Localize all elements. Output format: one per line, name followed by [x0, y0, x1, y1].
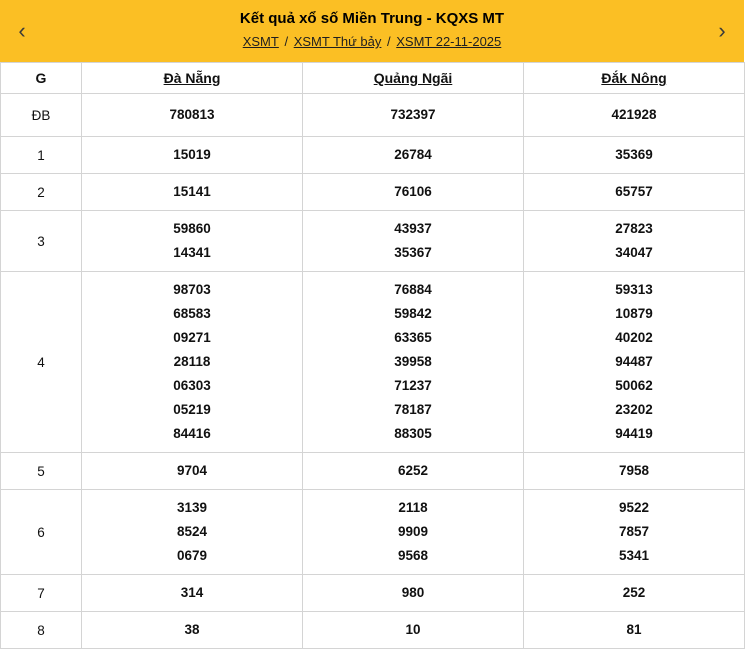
prize-number: 28118 [173, 354, 211, 369]
page-header [0, 0, 744, 62]
prize-numbers-cell [82, 575, 303, 612]
prize-number: 5341 [618, 548, 650, 563]
prize-label: ĐB [1, 94, 82, 137]
prize-number: 7857 [618, 524, 650, 539]
prize-number: 10879 [615, 306, 653, 321]
prize-numbers-cell [303, 137, 524, 174]
prize-label: 7 [1, 575, 82, 612]
chevron-left-icon: ‹ [18, 18, 26, 43]
lottery-results-table [0, 62, 745, 649]
table-row [1, 453, 745, 490]
column-header-prize: G [1, 63, 82, 94]
prize-numbers-cell [524, 272, 745, 453]
prize-numbers-cell [303, 453, 524, 490]
prize-numbers-cell [303, 174, 524, 211]
prize-number: 10 [405, 622, 421, 637]
prize-label: 6 [1, 490, 82, 575]
prize-number: 14341 [173, 245, 211, 260]
prize-numbers-cell [303, 272, 524, 453]
prize-numbers-cell [303, 94, 524, 137]
prize-number: 34047 [615, 245, 653, 260]
prize-numbers-cell [524, 453, 745, 490]
prize-number: 06303 [173, 378, 211, 393]
prize-number: 26784 [394, 147, 432, 162]
prize-number: 980 [401, 585, 425, 600]
table-row [1, 137, 745, 174]
prize-numbers-cell [303, 490, 524, 575]
table-row [1, 575, 745, 612]
prize-numbers-cell [82, 453, 303, 490]
prize-label: 8 [1, 612, 82, 649]
prize-numbers-cell [524, 137, 745, 174]
prize-number: 68583 [173, 306, 211, 321]
prize-numbers-cell [303, 575, 524, 612]
prize-number: 76884 [394, 282, 432, 297]
prize-number: 59313 [615, 282, 653, 297]
prize-number: 23202 [615, 402, 653, 417]
prize-number: 27823 [615, 221, 653, 236]
breadcrumb-link-4[interactable]: XSMT 22-11-2025 [396, 34, 502, 49]
prize-number: 9909 [397, 524, 429, 539]
prize-numbers-cell [524, 94, 745, 137]
prize-number: 9522 [618, 500, 650, 515]
prize-number: 9568 [397, 548, 429, 563]
prize-numbers-cell [82, 612, 303, 649]
prize-number: 732397 [390, 107, 436, 122]
breadcrumb-separator: / [383, 34, 395, 49]
prize-number: 2118 [398, 500, 428, 515]
prize-number: 71237 [394, 378, 432, 393]
prize-number: 39958 [394, 354, 432, 369]
prize-number: 35369 [615, 147, 653, 162]
table-row [1, 174, 745, 211]
prize-numbers-cell [82, 490, 303, 575]
column-header-province-3[interactable]: Đắk Nông [524, 63, 745, 94]
prize-number: 63365 [394, 330, 432, 345]
prize-number: 50062 [615, 378, 653, 393]
breadcrumb-separator: / [280, 34, 292, 49]
prize-number: 8524 [176, 524, 208, 539]
prize-numbers-cell [524, 612, 745, 649]
prize-numbers-cell [524, 490, 745, 575]
prize-numbers-cell [303, 612, 524, 649]
prize-number: 314 [180, 585, 204, 600]
breadcrumb [0, 32, 744, 52]
prize-number: 59860 [173, 221, 211, 236]
prize-numbers-cell [82, 211, 303, 272]
prev-day-button[interactable] [0, 0, 44, 62]
breadcrumb-link-0[interactable]: XSMT [242, 34, 279, 49]
prize-label: 2 [1, 174, 82, 211]
prize-numbers-cell [82, 137, 303, 174]
prize-number: 78187 [394, 402, 432, 417]
chevron-right-icon: › [718, 18, 726, 43]
prize-number: 421928 [611, 107, 657, 122]
prize-number: 88305 [394, 426, 432, 441]
column-header-province-1[interactable]: Đà Nẵng [82, 63, 303, 94]
prize-numbers-cell [524, 575, 745, 612]
prize-number: 84416 [173, 426, 211, 441]
prize-number: 15141 [173, 184, 211, 199]
prize-number: 98703 [173, 282, 211, 297]
table-row [1, 612, 745, 649]
prize-numbers-cell [524, 174, 745, 211]
prize-number: 65757 [615, 184, 653, 199]
table-row [1, 272, 745, 453]
prize-number: 05219 [173, 402, 211, 417]
prize-number: 3139 [176, 500, 208, 515]
prize-number: 09271 [173, 330, 211, 345]
table-row [1, 94, 745, 137]
breadcrumb-link-2[interactable]: XSMT Thứ bảy [293, 34, 382, 49]
table-header-row [1, 63, 745, 94]
prize-number: 15019 [173, 147, 211, 162]
prize-number: 40202 [615, 330, 653, 345]
prize-number: 81 [626, 622, 642, 637]
prize-number: 94419 [615, 426, 653, 441]
prize-number: 7958 [618, 463, 650, 478]
prize-number: 9704 [176, 463, 208, 478]
prize-label: 4 [1, 272, 82, 453]
prize-number: 252 [622, 585, 646, 600]
prize-numbers-cell [82, 272, 303, 453]
prize-label: 3 [1, 211, 82, 272]
page-title: Kết quả xổ số Miền Trung - KQXS MT [239, 10, 505, 27]
table-row [1, 211, 745, 272]
table-header [1, 63, 745, 94]
next-day-button[interactable] [700, 0, 744, 62]
prize-number: 35367 [394, 245, 432, 260]
prize-number: 43937 [394, 221, 432, 236]
prize-label: 1 [1, 137, 82, 174]
prize-number: 0679 [176, 548, 208, 563]
prize-number: 76106 [394, 184, 432, 199]
column-header-province-2[interactable]: Quảng Ngãi [303, 63, 524, 94]
prize-number: 38 [184, 622, 200, 637]
prize-number: 94487 [615, 354, 653, 369]
prize-numbers-cell [82, 174, 303, 211]
table-row [1, 490, 745, 575]
prize-label: 5 [1, 453, 82, 490]
prize-numbers-cell [524, 211, 745, 272]
prize-number: 780813 [169, 107, 215, 122]
prize-number: 6252 [397, 463, 429, 478]
prize-numbers-cell [82, 94, 303, 137]
prize-numbers-cell [303, 211, 524, 272]
table-body [1, 94, 745, 649]
prize-number: 59842 [394, 306, 432, 321]
